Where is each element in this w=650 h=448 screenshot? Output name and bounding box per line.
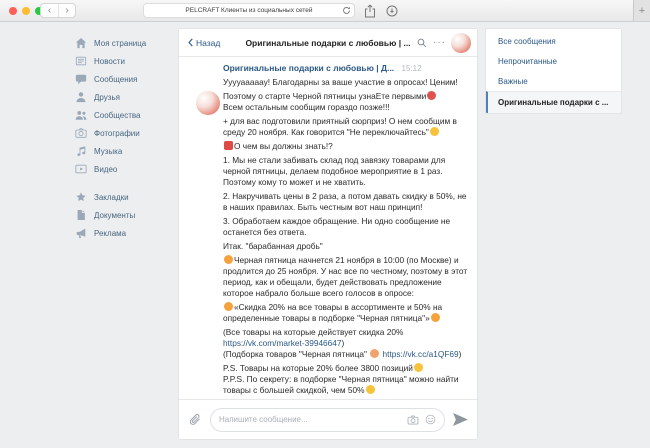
documents-icon: [75, 209, 87, 221]
filter-all-messages[interactable]: Все сообщения: [498, 36, 556, 46]
photos-icon: [75, 127, 87, 139]
sidebar-item-label: Сообщения: [94, 74, 138, 84]
message-link[interactable]: https://vk.cc/a1QF69: [382, 349, 459, 359]
message-filters: [485, 28, 622, 114]
sidebar-item-label: Музыка: [94, 146, 123, 156]
chat-panel: [178, 28, 478, 440]
sidebar-item-label: Реклама: [94, 228, 127, 238]
video-icon: [75, 163, 87, 175]
conversation-title: Оригинальные подарки с любовью | ...: [245, 37, 411, 48]
message-paragraph: (Все товары на которые действует скидка 20% https://vk.com/market-39946647) (Подборка товаров "Черная пятница" https://vk.cc/a1QF69): [223, 327, 462, 359]
emoji-picker-icon[interactable]: [425, 414, 436, 425]
message-paragraph: 1. Мы не стали забивать склад под завязку товарами для черной пятницы, делаем подобное мероприятие в 1 раз. Поэтому кому то может и не хватить.: [223, 155, 446, 187]
message-input-wrap: [210, 408, 445, 432]
sidebar-item-label: Сообщества: [94, 110, 141, 120]
fire-emoji: [224, 302, 233, 311]
sender-avatar[interactable]: [196, 91, 220, 115]
share-icon[interactable]: [364, 4, 376, 18]
point-right-emoji: [370, 349, 379, 358]
bookmarks-icon: [75, 191, 87, 203]
attachment-icon[interactable]: [188, 413, 202, 427]
fire-emoji: [224, 255, 233, 264]
message-paragraph: + для вас подготовили приятный сюрприз! О нем сообщим в среду 20 ноября. Как говорится "Не переключайтесь": [223, 116, 457, 137]
left-navigation: [75, 34, 175, 242]
message-paragraph: Ууууааааау! Благодарны за ваше участие в опросах! Ценим!: [223, 77, 458, 87]
new-tab-button[interactable]: +: [633, 0, 650, 21]
browser-toolbar: [0, 0, 650, 22]
ads-icon: [75, 227, 87, 239]
sidebar-item-label: Фотографии: [94, 128, 140, 138]
window-controls: [9, 7, 43, 15]
message-composer: [179, 399, 477, 439]
filter-unread[interactable]: Непрочитанные: [498, 56, 557, 66]
heart-emoji: [427, 91, 436, 100]
news-icon: [75, 55, 87, 67]
sender-name-link[interactable]: Оригинальные подарки с любовью | Д...: [223, 63, 395, 73]
sidebar-item-photos[interactable]: [75, 124, 175, 142]
sender-row: [223, 63, 471, 73]
message-paragraph: Поэтому о старте Черной пятницы узнаЕте первыми Всем остальным сообщим гораздо позже!!!: [223, 91, 471, 113]
vk-page: [0, 22, 650, 448]
send-message-icon[interactable]: [453, 413, 468, 426]
sidebar-item-label: Друзья: [94, 92, 120, 102]
address-bar[interactable]: [143, 3, 355, 18]
message-timestamp: 15:12: [401, 64, 422, 73]
fire-emoji: [431, 313, 440, 322]
minimize-window-button[interactable]: [22, 7, 30, 15]
search-icon[interactable]: [417, 38, 427, 48]
more-options-icon[interactable]: ···: [433, 36, 446, 48]
message-text: [223, 77, 471, 396]
downloads-icon[interactable]: [386, 5, 398, 17]
browser-back-button[interactable]: ‹: [47, 4, 52, 16]
sidebar-item-ads[interactable]: [75, 224, 175, 242]
sos-emoji: [224, 141, 233, 150]
messages-icon: [75, 73, 87, 85]
sidebar-item-bookmarks[interactable]: [75, 188, 175, 206]
browser-forward-button[interactable]: ›: [58, 4, 75, 17]
sidebar-divider: [75, 178, 175, 188]
wink-emoji: [366, 385, 375, 394]
back-button-label: Назад: [196, 37, 221, 48]
music-icon: [75, 145, 87, 157]
message-link[interactable]: https://vk.com/market-39946647: [223, 338, 342, 348]
message-paragraph: «Скидка 20% на все товары в ассортименте и 50% на определенные товары в подборке "Черная пятница"»: [223, 302, 443, 323]
cool-emoji: [414, 363, 423, 372]
message-paragraph: Итак. "барабанная дробь": [223, 241, 323, 251]
message-paragraph: 3. Обработаем каждое обращение. Ни одно сообщение не останется без ответа.: [223, 216, 451, 237]
home-icon: [75, 37, 87, 49]
refresh-icon[interactable]: [342, 6, 351, 15]
sidebar-item-music[interactable]: [75, 142, 175, 160]
sidebar-item-video[interactable]: [75, 160, 175, 178]
filter-important[interactable]: Важные: [498, 76, 528, 86]
message-paragraph: Черная пятница начнется 21 ноября в 10:00 (по Москве) и продлится до 25 ноября. У нас все по честному, поэтому в этот период, как и обещали, будет действовать предложение которое набрало больше всего голосов в опросе:: [223, 255, 468, 298]
message-paragraph: О чем вы должны знать!?: [223, 141, 471, 152]
wink-emoji: [430, 127, 439, 136]
conversation-avatar[interactable]: [451, 33, 471, 53]
message-paragraph: P.S. Товары на которые 20% более 3800 позиций P.P.S. По секрету: в подборке "Черная пятница" можно найти товары с большей скидкой, чем 50%: [223, 363, 459, 395]
chat-header: [179, 29, 477, 57]
sidebar-item-documents[interactable]: [75, 206, 175, 224]
camera-icon[interactable]: [407, 414, 419, 426]
filter-current-dialog[interactable]: Оригинальные подарки с ...: [486, 91, 621, 113]
chevron-left-icon: [188, 38, 193, 47]
browser-nav-buttons: [40, 3, 76, 18]
close-window-button[interactable]: [9, 7, 17, 15]
sidebar-item-messages[interactable]: [75, 70, 175, 88]
message-paragraph: 2. Накручивать цены в 2 раза, а потом давать скидку в 50%, не в наших правилах. Быть честным вот наш принцип!: [223, 191, 467, 212]
message-input[interactable]: [219, 415, 401, 424]
page-title: PELCRAFT Клиенты из социальных сетей: [185, 7, 313, 14]
back-button[interactable]: [188, 38, 220, 48]
sidebar-item-communities[interactable]: [75, 106, 175, 124]
sidebar-item-news[interactable]: [75, 52, 175, 70]
sidebar-item-label: Видео: [94, 164, 118, 174]
message-area: [179, 58, 477, 399]
sidebar-item-label: Закладки: [94, 192, 129, 202]
sidebar-item-label: Моя страница: [94, 38, 147, 48]
message-body: [223, 63, 471, 396]
sidebar-item-friends[interactable]: [75, 88, 175, 106]
sidebar-item-my-page[interactable]: [75, 34, 175, 52]
sidebar-item-label: Новости: [94, 56, 125, 66]
sidebar-item-label: Документы: [94, 210, 136, 220]
friends-icon: [75, 91, 87, 103]
groups-icon: [75, 109, 87, 121]
